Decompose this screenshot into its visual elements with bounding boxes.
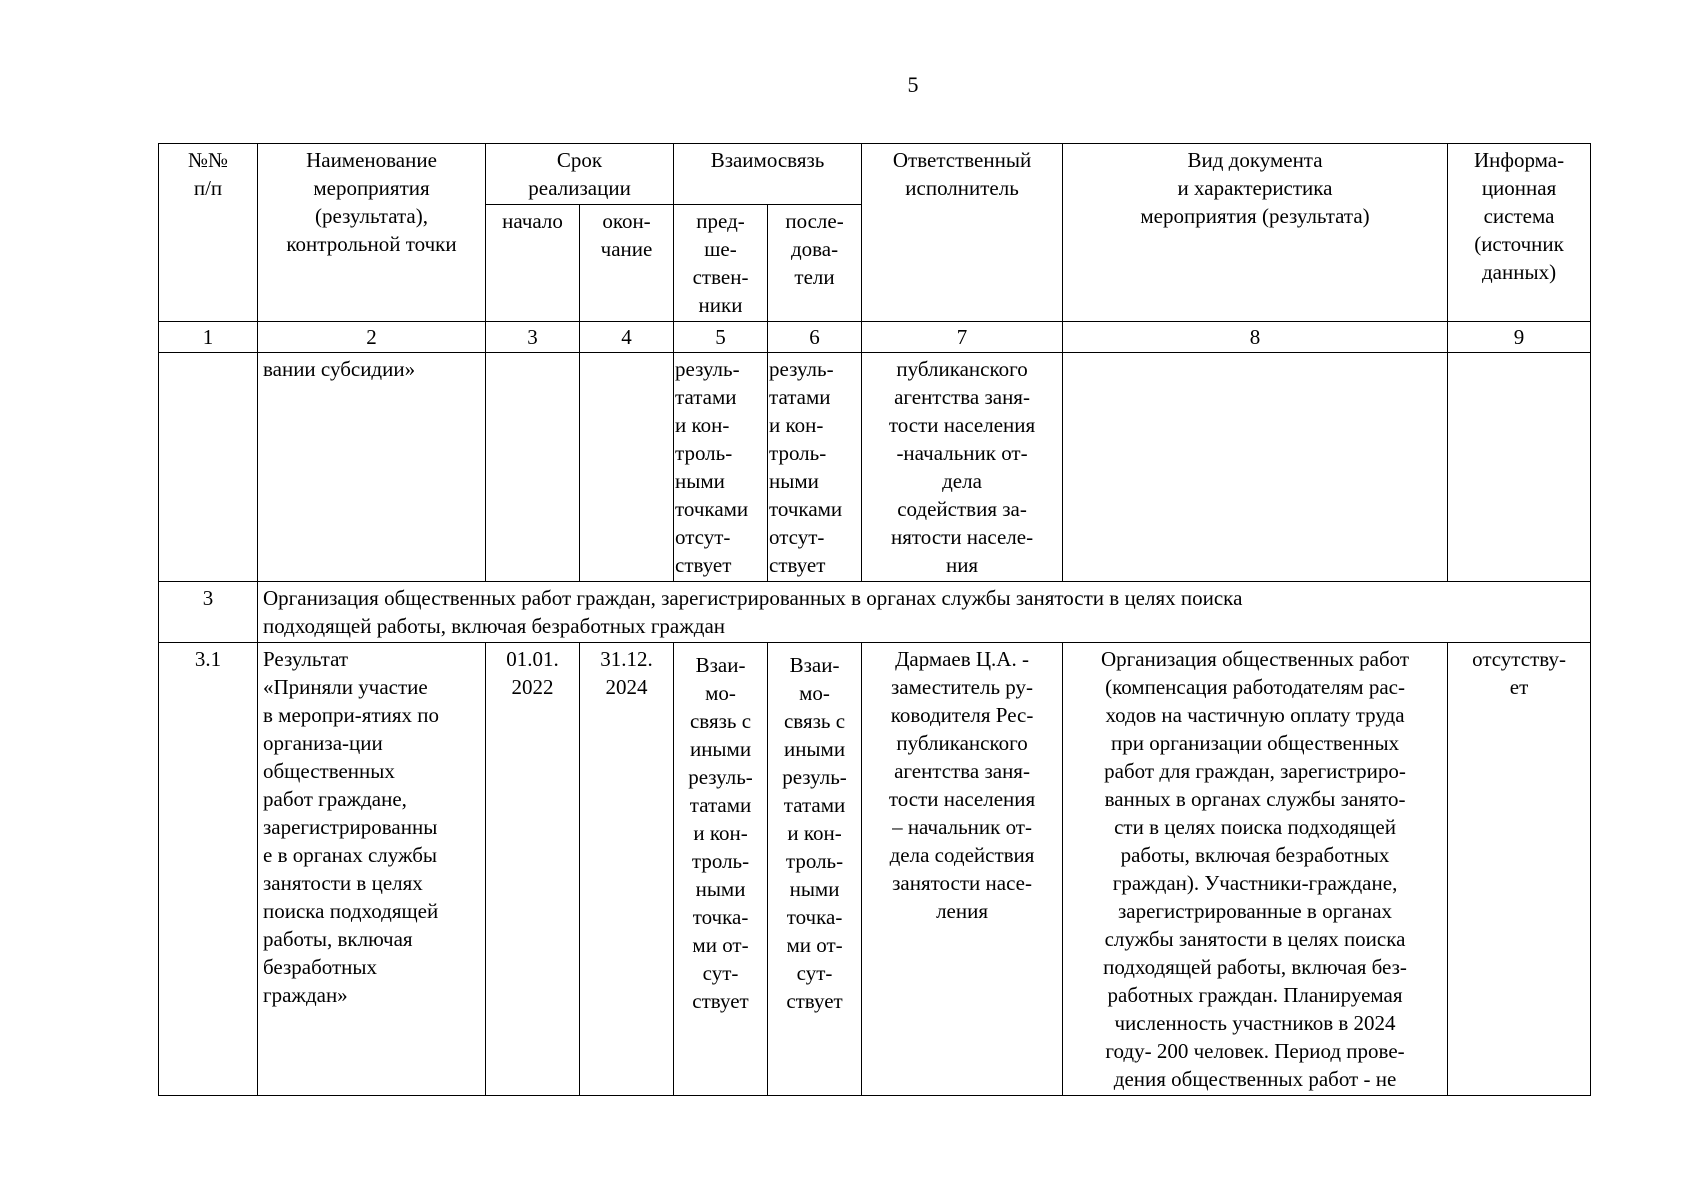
- text-line: и характеристика: [1177, 176, 1333, 200]
- text-line: исполнитель: [905, 176, 1019, 200]
- header-info-system: [1448, 144, 1591, 322]
- text-line: публиканского: [896, 357, 1028, 381]
- column-number: 1: [159, 322, 258, 353]
- text-line: 2024: [605, 675, 648, 699]
- text-line: ными: [695, 877, 746, 901]
- column-number: 4: [580, 322, 674, 353]
- text-line: ходов на частичную оплату труда: [1105, 703, 1405, 727]
- text-line: Результат: [263, 647, 349, 671]
- text-line: ления: [936, 899, 988, 923]
- text-line: нятости населе-: [891, 525, 1034, 549]
- continued-row: [159, 353, 1591, 582]
- continued-name: [258, 353, 486, 582]
- text-line: занятости в целях: [263, 871, 423, 895]
- text-line: татами: [769, 385, 831, 409]
- text-line: после-: [785, 209, 844, 233]
- result-name: [258, 643, 486, 1096]
- text-line: резуль-: [675, 357, 740, 381]
- text-line: ванных в органах службы занято-: [1104, 787, 1406, 811]
- text-line: окон-: [602, 209, 651, 233]
- text-line: граждан»: [263, 983, 348, 1007]
- header-term-start: начало: [486, 205, 580, 322]
- text-line: работы, включая: [263, 927, 413, 951]
- text-line: иными: [783, 737, 846, 761]
- continued-successors: [768, 353, 862, 582]
- text-line: работ граждане,: [263, 787, 407, 811]
- column-number: 2: [258, 322, 486, 353]
- text-line: связь с: [689, 709, 752, 733]
- text-line: татами: [783, 793, 846, 817]
- text-line: Взаи-: [789, 653, 840, 677]
- text-line: сти в целях поиска подходящей: [1114, 815, 1396, 839]
- result-successors: [768, 643, 862, 1096]
- text-line: связь с: [783, 709, 846, 733]
- continued-start: [486, 353, 580, 582]
- text-line: ными: [769, 469, 819, 493]
- text-line: мероприятия: [313, 176, 430, 200]
- text-line: вании субсидии»: [263, 357, 416, 381]
- header-num: [159, 144, 258, 322]
- text-line: и кон-: [769, 413, 824, 437]
- result-predecessors: [674, 643, 768, 1096]
- text-line: резуль-: [782, 765, 847, 789]
- continued-num: [159, 353, 258, 582]
- text-line: система: [1483, 204, 1555, 228]
- text-line: зарегистрированны: [263, 815, 438, 839]
- text-line: данных): [1481, 260, 1557, 284]
- text-line: татами: [689, 793, 752, 817]
- result-num: 3.1: [159, 643, 258, 1096]
- text-line: №№: [187, 148, 229, 172]
- text-line: е в органах службы: [263, 843, 438, 867]
- text-line: ствен-: [692, 265, 749, 289]
- text-line: точками: [675, 497, 749, 521]
- text-line: работных граждан. Планируемая: [1107, 983, 1403, 1007]
- text-line: (компенсация работодателям рас-: [1105, 675, 1405, 699]
- header-relation: Взаимосвязь: [674, 144, 862, 205]
- result-info-system: [1448, 643, 1591, 1096]
- text-line: работ для граждан, зарегистриро-: [1104, 759, 1406, 783]
- text-line: и кон-: [693, 821, 748, 845]
- text-line: сут-: [702, 961, 739, 985]
- text-line: «Приняли участие: [263, 675, 428, 699]
- text-line: подходящей работы, включая безработных граждан: [263, 614, 725, 638]
- header-doc-type: [1063, 144, 1448, 322]
- text-line: занятости насе-: [892, 871, 1032, 895]
- text-line: татами: [675, 385, 737, 409]
- continued-responsible: [862, 353, 1063, 582]
- header-term: [486, 144, 674, 205]
- text-line: ствует: [769, 553, 826, 577]
- header-responsible: [862, 144, 1063, 322]
- continued-end: [580, 353, 674, 582]
- text-line: иными: [689, 737, 752, 761]
- text-line: точка-: [786, 905, 843, 929]
- text-line: публиканского: [896, 731, 1028, 755]
- column-number: 6: [768, 322, 862, 353]
- text-line: сут-: [796, 961, 833, 985]
- text-line: троль-: [675, 441, 733, 465]
- text-line: пред-: [696, 209, 745, 233]
- text-line: п/п: [193, 176, 223, 200]
- text-line: ционная: [1481, 176, 1557, 200]
- text-line: Срок: [556, 148, 603, 172]
- text-line: контрольной точки: [286, 232, 457, 256]
- header-row: [159, 144, 1591, 205]
- continued-doc-type: [1063, 353, 1448, 582]
- text-line: ше-: [704, 237, 737, 261]
- text-line: мо-: [799, 681, 830, 705]
- text-line: ми от-: [692, 933, 749, 957]
- text-line: ными: [675, 469, 725, 493]
- text-line: 31.12.: [600, 647, 653, 671]
- text-line: ствует: [692, 989, 749, 1013]
- text-line: точка-: [692, 905, 749, 929]
- text-line: агентства заня-: [894, 759, 1030, 783]
- text-line: ствует: [786, 989, 843, 1013]
- text-line: Организация общественных работ: [1100, 647, 1410, 671]
- text-line: дова-: [790, 237, 839, 261]
- text-line: безработных: [263, 955, 378, 979]
- text-line: Организация общественных работ граждан, зарегистрированных в органах службы занятости в целях поиска: [263, 586, 1243, 610]
- text-line: троль-: [785, 849, 844, 873]
- header-term-end: [580, 205, 674, 322]
- text-line: Взаи-: [695, 653, 746, 677]
- column-number-row: [159, 322, 1591, 353]
- column-number: 5: [674, 322, 768, 353]
- header-successors: [768, 205, 862, 322]
- text-line: 2022: [511, 675, 554, 699]
- text-line: содействия за-: [897, 497, 1027, 521]
- text-line: -начальник от-: [896, 441, 1028, 465]
- column-number: 9: [1448, 322, 1591, 353]
- text-line: ния: [945, 553, 979, 577]
- text-line: (результата),: [315, 204, 428, 228]
- text-line: отсут-: [675, 525, 731, 549]
- result-start: [486, 643, 580, 1096]
- text-line: (источник: [1474, 232, 1564, 256]
- text-line: мо-: [705, 681, 736, 705]
- column-number: 8: [1063, 322, 1448, 353]
- text-line: ми от-: [786, 933, 843, 957]
- column-number: 7: [862, 322, 1063, 353]
- text-line: троль-: [691, 849, 750, 873]
- text-line: реализации: [528, 176, 631, 200]
- result-responsible: [862, 643, 1063, 1096]
- text-line: чание: [600, 237, 653, 261]
- text-line: поиска подходящей: [263, 899, 439, 923]
- text-line: тости населения: [888, 787, 1036, 811]
- text-line: Ответственный: [892, 148, 1032, 172]
- text-line: Информа-: [1473, 148, 1565, 172]
- text-line: граждан). Участники-граждане,: [1112, 871, 1398, 895]
- result-end: [580, 643, 674, 1096]
- column-number: 3: [486, 322, 580, 353]
- text-line: ководителя Рес-: [890, 703, 1034, 727]
- section-row: [159, 582, 1591, 643]
- plan-table: [158, 143, 1591, 1096]
- text-line: ными: [789, 877, 840, 901]
- text-line: при организации общественных: [1110, 731, 1400, 755]
- header-name: [258, 144, 486, 322]
- section-title: [258, 582, 1591, 643]
- text-line: отсутству-: [1472, 647, 1566, 671]
- text-line: троль-: [769, 441, 827, 465]
- text-line: дела: [942, 469, 982, 493]
- continued-predecessors: [674, 353, 768, 582]
- text-line: и кон-: [675, 413, 730, 437]
- text-line: службы занятости в целях поиска: [1104, 927, 1406, 951]
- text-line: точками: [769, 497, 843, 521]
- text-line: Дармаев Ц.А. -: [895, 647, 1029, 671]
- text-line: численность участников в 2024: [1114, 1011, 1396, 1035]
- text-line: 01.01.: [506, 647, 559, 671]
- text-line: отсут-: [769, 525, 825, 549]
- text-line: агентства заня-: [894, 385, 1030, 409]
- text-line: тели: [794, 265, 835, 289]
- text-line: ники: [698, 293, 743, 317]
- text-line: Наименование: [306, 148, 437, 172]
- text-line: году- 200 человек. Период прове-: [1105, 1039, 1405, 1063]
- text-line: Вид документа: [1187, 148, 1323, 172]
- text-line: резуль-: [769, 357, 834, 381]
- section-num: 3: [159, 582, 258, 643]
- text-line: и кон-: [787, 821, 842, 845]
- text-line: – начальник от-: [892, 815, 1032, 839]
- result-doc-type: [1063, 643, 1448, 1096]
- text-line: работы, включая безработных: [1120, 843, 1390, 867]
- text-line: общественных: [263, 759, 395, 783]
- text-line: ет: [1509, 675, 1529, 699]
- header-predecessors: [674, 205, 768, 322]
- text-line: зарегистрированные в органах: [1118, 899, 1393, 923]
- text-line: заместитель ру-: [891, 675, 1034, 699]
- text-line: подходящей работы, включая без-: [1103, 955, 1407, 979]
- text-line: в меропри-ятиях по: [263, 703, 439, 727]
- text-line: тости населения: [888, 413, 1036, 437]
- result-row: [159, 643, 1591, 1096]
- text-line: мероприятия (результата): [1140, 204, 1370, 228]
- text-line: дела содействия: [889, 843, 1035, 867]
- text-line: дения общественных работ - не: [1113, 1067, 1397, 1091]
- text-line: резуль-: [688, 765, 753, 789]
- page-number: 5: [907, 72, 919, 97]
- text-line: организа-ции: [263, 731, 383, 755]
- text-line: ствует: [675, 553, 732, 577]
- continued-info-system: [1448, 353, 1591, 582]
